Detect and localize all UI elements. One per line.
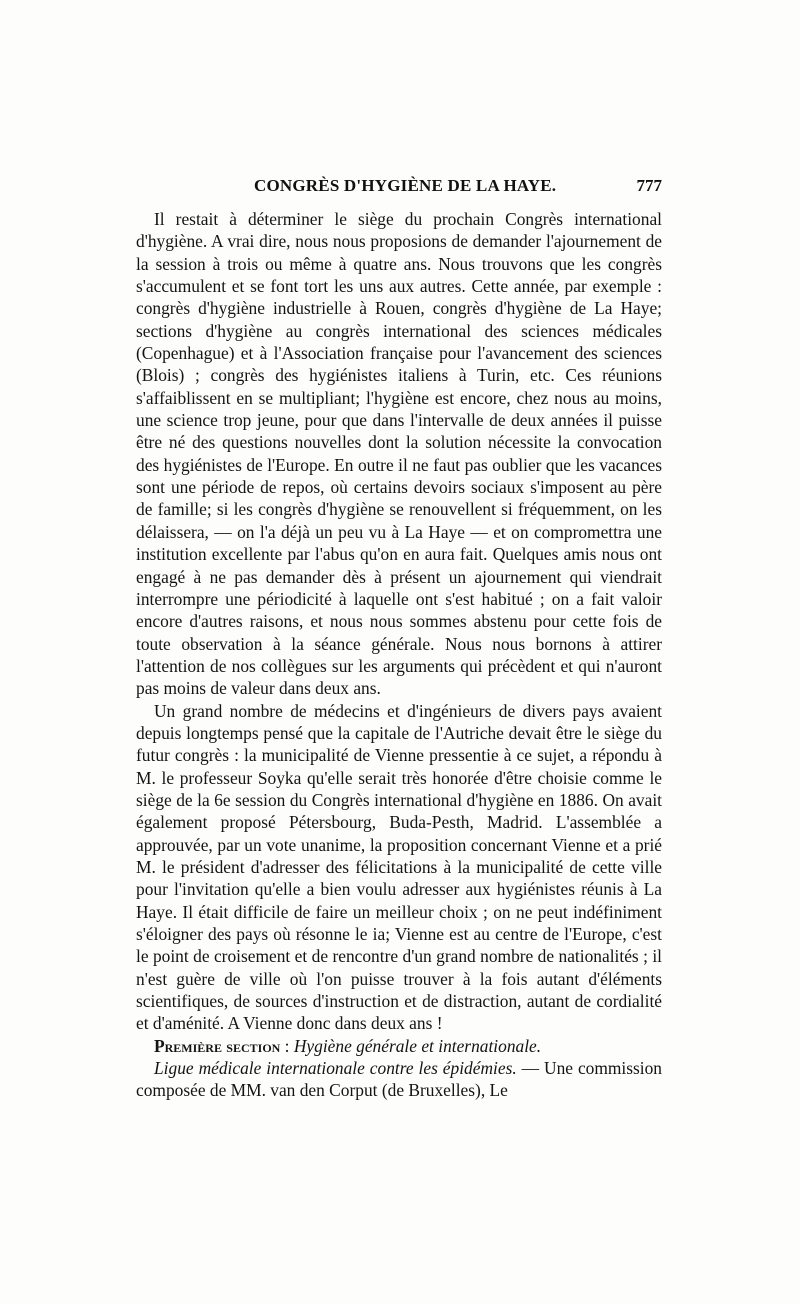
paragraph-congress-venue: Il restait à déterminer le siège du prochain Congrès international d'hygiène. A vrai dire, nous nous proposions de demander l'ajournement de la session à trois ou même à quatre ans. Nous trouvons que les congrès s'accumulent et se font tort les uns aux autres. Cette année, par exemple : congrès d'hygiène industrielle à Rouen, congrès d'hygiène de La Haye; sections d'hygiène au congrès international des sciences médicales (Copenhague) et à l'Association française pour l'avancement des sciences (Blois) ; congrès des hygiénistes italiens à Turin, etc. Ces réunions s'affaiblissent en se multipliant; l'hygiène est encore, chez nous au moins, une science trop jeune, pour que dans l'intervalle de deux années il puisse être né des questions nouvelles dont la solution nécessite la convocation des hygiénistes de l'Europe. En outre il ne faut pas oublier que les vacances sont une période de repos, où certains devoirs sociaux s'imposent au père de famille; si les congrès d'hygiène se renouvellent si fréquemment, on les délaissera, — on l'a déjà un peu vu à La Haye — et on compromettra une institution excellente par l'abus qu'on en aura fait. Quelques amis nous ont engagé à ne pas demander dès à présent un ajournement qui viendrait interrompre une périodicité à laquelle ont s'est habitué ; on a fait valoir encore d'autres raisons, et nous nous sommes abstenu pour cette fois de toute observation à la séance générale. Nous nous bornons à attirer l'attention de nos collègues sur les arguments qui précèdent et qui n'auront pas moins de valeur dans deux ans. [136, 209, 662, 699]
ligue-title: Ligue médicale internationale contre les épidémies. [154, 1058, 517, 1079]
section-label: Première section [154, 1035, 281, 1056]
section-heading [136, 1035, 662, 1057]
page-number: 777 [636, 176, 662, 195]
body-text [136, 208, 662, 1102]
ligue-text: — Une commission composée de MM. van den Corput (de Bruxelles), Le [136, 1058, 662, 1101]
paragraph-vienne: Un grand nombre de médecins et d'ingénieurs de divers pays avaient depuis longtemps pensé que la capitale de l'Autriche devait être le siège du futur congrès : la municipalité de Vienne pressentie à ce sujet, a répondu à M. le professeur Soyka qu'elle serait très honorée d'être choisie comme le siège de la 6e session du Congrès international d'hygiène en 1886. On avait également proposé Pétersbourg, Buda-Pesth, Madrid. L'assemblée a approuvée, par un vote unanime, la proposition concernant Vienne et a prié M. le président d'adresser des félicitations à la municipalité de cette ville pour l'invitation qu'elle a bien voulu adresser aux hygiénistes réunis à La Haye. Il était difficile de faire un meilleur choix ; on ne peut indéfiniment s'éloigner des pays où résonne le ia; Vienne est au centre de l'Europe, c'est le point de croisement et de rencontre d'un grand nombre de nationalités ; il n'est guère de ville où l'on puisse trouver à la fois autant d'éléments scientifiques, de sources d'instruction et de distraction, autant de cordialité et d'aménité. A Vienne donc dans deux ans ! [136, 700, 662, 1034]
section-title: Hygiène générale et internationale. [293, 1035, 542, 1056]
running-title: CONGRÈS D'HYGIÈNE DE LA HAYE. [254, 176, 557, 195]
section-separator: : [280, 1035, 294, 1056]
paragraph-ligue [136, 1057, 662, 1102]
running-head [136, 176, 662, 198]
